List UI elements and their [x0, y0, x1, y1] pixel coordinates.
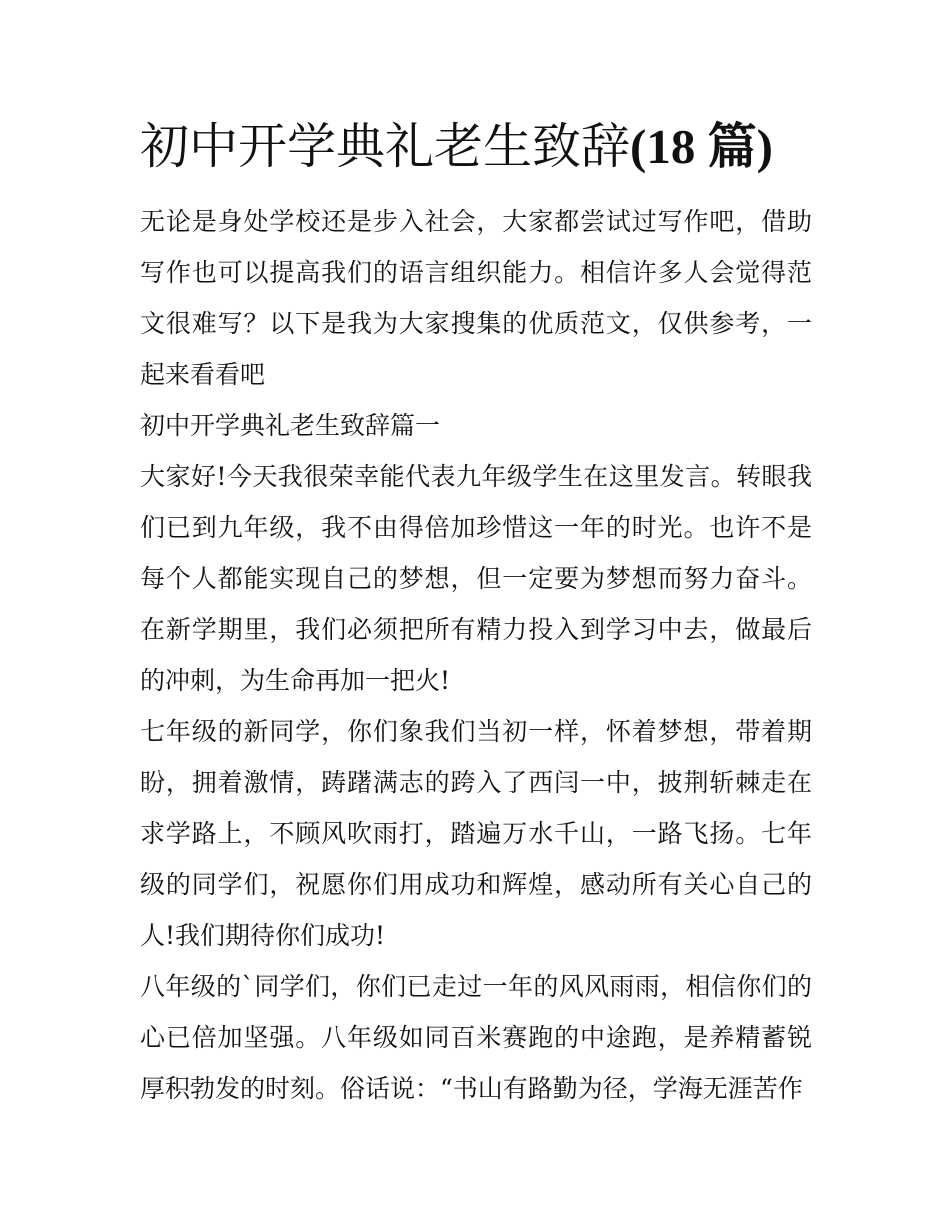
intro-paragraph: 无论是身处学校还是步入社会，大家都尝试过写作吧，借助写作也可以提高我们的语言组织能力。相信许多人会觉得范文很难写？以下是我为大家搜集的优质范文，仅供参考，一起来看看吧	[140, 207, 812, 389]
document-content	[140, 116, 812, 1114]
title-text: 初中开学典礼老生致辞	[140, 118, 631, 175]
section-heading: 初中开学典礼老生致辞篇一	[140, 411, 441, 440]
body-paragraph-1: 大家好!今天我很荣幸能代表九年级学生在这里发言。转眼我们已到九年级，我不由得倍加珍惜这一年的时光。也许不是每个人都能实现自己的梦想，但一定要为梦想而努力奋斗。在新学期里，我们必须把所有精力投入到学习中去，做最后的冲刺，为生命再加一把火!	[140, 462, 812, 695]
document-title	[140, 116, 812, 178]
title-suffix: (18 篇)	[630, 119, 773, 174]
body-paragraph-3: 八年级的`同学们，你们已走过一年的风风雨雨，相信你们的心已倍加坚强。八年级如同百米赛跑的中途跑，是养精蓄锐厚积勃发的时刻。俗话说：“书山有路勤为径，学海无涯苦作	[140, 972, 812, 1103]
body-paragraph-2: 七年级的新同学，你们象我们当初一样，怀着梦想，带着期盼，拥着激情，踌躇满志的跨入了西闫一中，披荆斩棘走在求学路上，不顾风吹雨打，踏遍万水千山，一路飞扬。七年级的同学们，祝愿你们用成功和辉煌，感动所有关心自己的人!我们期待你们成功!	[140, 717, 812, 950]
